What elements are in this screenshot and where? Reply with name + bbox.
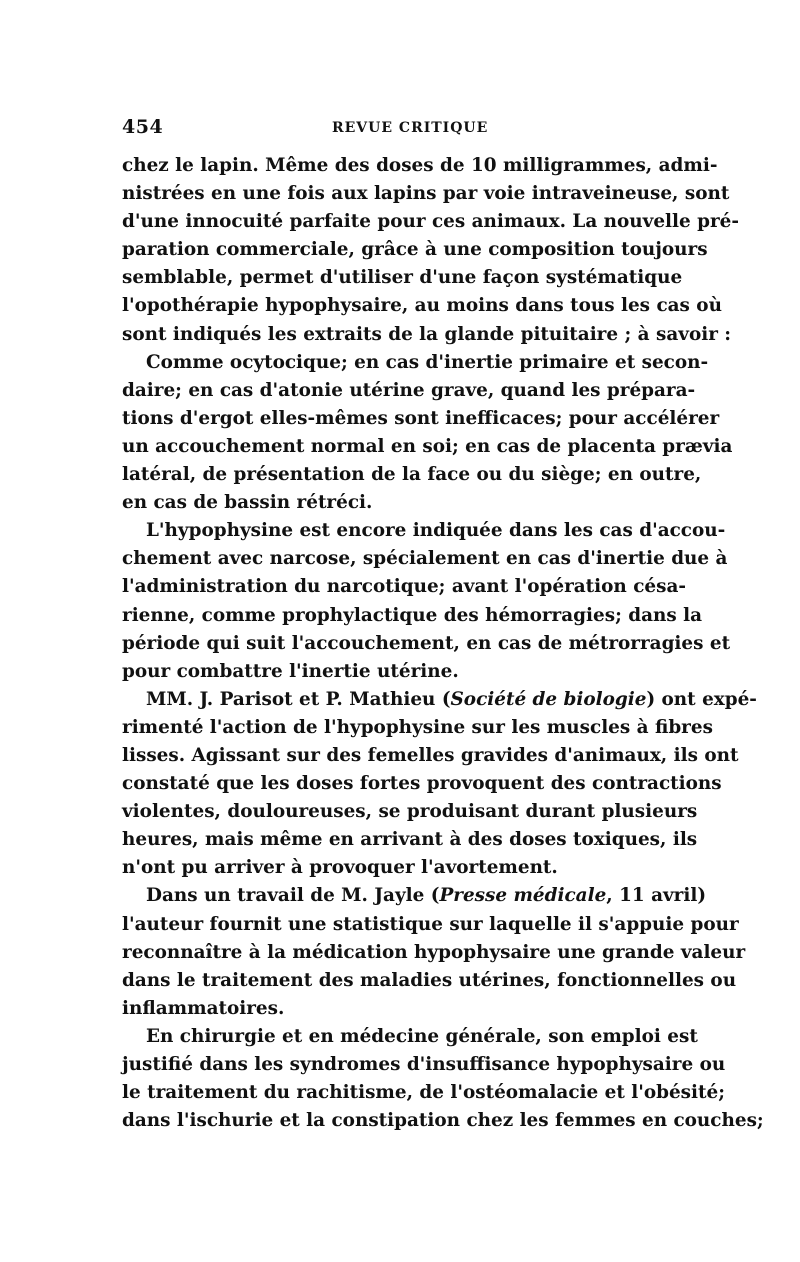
text-line: rienne, comme prophylactique des hémorragies; dans la [122, 604, 703, 626]
text-line: violentes, douloureuses, se produisant durant plusieurs [122, 801, 698, 823]
italic-citation: Société de biologie [450, 688, 647, 710]
text-line: chez le lapin. Même des doses de 10 milligrammes, admi- [122, 155, 718, 176]
text-line: inflammatoires. [122, 997, 285, 1019]
text-line: daire; en cas d'atonie utérine grave, quand les prépara- [122, 379, 696, 401]
paragraph [122, 882, 746, 1022]
text-line: lisses. Agissant sur des femelles gravides d'animaux, ils ont [122, 744, 739, 766]
text-line: latéral, de présentation de la face ou du siège; en outre, [122, 464, 702, 486]
text-line: n'ont pu arriver à provoquer l'avortement. [122, 857, 558, 879]
text-line: sont indiqués les extraits de la glande pituitaire ; à savoir : [122, 323, 732, 345]
text-run: , 11 avril) [606, 885, 707, 907]
italic-citation: Presse médicale [439, 885, 607, 907]
text-line: l'opothérapie hypophysaire, au moins dans tous les cas où [122, 295, 722, 317]
paragraph [122, 1023, 764, 1135]
page-number: 454 [122, 116, 164, 138]
text-run: ) ont expé- [646, 688, 757, 710]
text-line: dans l'ischurie et la constipation chez les femmes en couches; [122, 1110, 764, 1132]
text-line: d'une innocuité parfaite pour ces animaux. La nouvelle pré- [122, 211, 739, 233]
body-text [122, 152, 764, 1135]
text-line: reconnaître à la médication hypophysaire une grande valeur [122, 941, 746, 963]
text-line: tions d'ergot elles-mêmes sont inefficaces; pour accélérer [122, 407, 720, 429]
text-line: justifié dans les syndromes d'insuffisance hypophysaire ou [122, 1054, 726, 1075]
text-line: chement avec narcose, spécialement en cas d'inertie due à [122, 548, 728, 570]
text-line [122, 882, 707, 910]
paragraph [122, 686, 757, 883]
paragraph [122, 152, 739, 349]
text-line: dans le traitement des maladies utérines, fonctionnelles ou [122, 969, 737, 991]
text-line: L'hypophysine est encore indiquée dans les cas d'accou- [146, 520, 726, 542]
paragraph [122, 349, 733, 518]
text-line: en cas de bassin rétréci. [122, 492, 373, 514]
text-line: le traitement du rachitisme, de l'ostéomalacie et l'obésité; [122, 1082, 725, 1104]
text-run: Dans un travail de M. Jayle ( [146, 885, 440, 907]
text-line: rimenté l'action de l'hypophysine sur les muscles à fibres [122, 716, 713, 738]
text-run: MM. J. Parisot et P. Mathieu ( [146, 688, 451, 710]
text-line: constaté que les doses fortes provoquent des contractions [122, 773, 722, 795]
running-title: REVUE CRITIQUE [332, 120, 489, 136]
page-header [122, 116, 674, 144]
text-line: période qui suit l'accouchement, en cas de métrorragies et [122, 632, 731, 654]
paragraph [122, 517, 731, 686]
text-line: En chirurgie et en médecine générale, son emploi est [146, 1025, 698, 1047]
text-line: l'auteur fournit une statistique sur laquelle il s'appuie pour [122, 913, 739, 935]
text-line: Comme ocytocique; en cas d'inertie primaire et secon- [146, 351, 709, 373]
text-line [122, 686, 757, 714]
text-line: l'administration du narcotique; avant l'opération césa- [122, 576, 687, 598]
text-line: semblable, permet d'utiliser d'une façon systématique [122, 267, 683, 289]
text-line: heures, mais même en arrivant à des doses toxiques, ils [122, 829, 698, 851]
text-line: nistrées en une fois aux lapins par voie intraveineuse, sont [122, 183, 730, 205]
text-line: paration commerciale, grâce à une composition toujours [122, 239, 708, 261]
text-line: pour combattre l'inertie utérine. [122, 660, 459, 682]
text-line: un accouchement normal en soi; en cas de placenta prævia [122, 435, 733, 457]
